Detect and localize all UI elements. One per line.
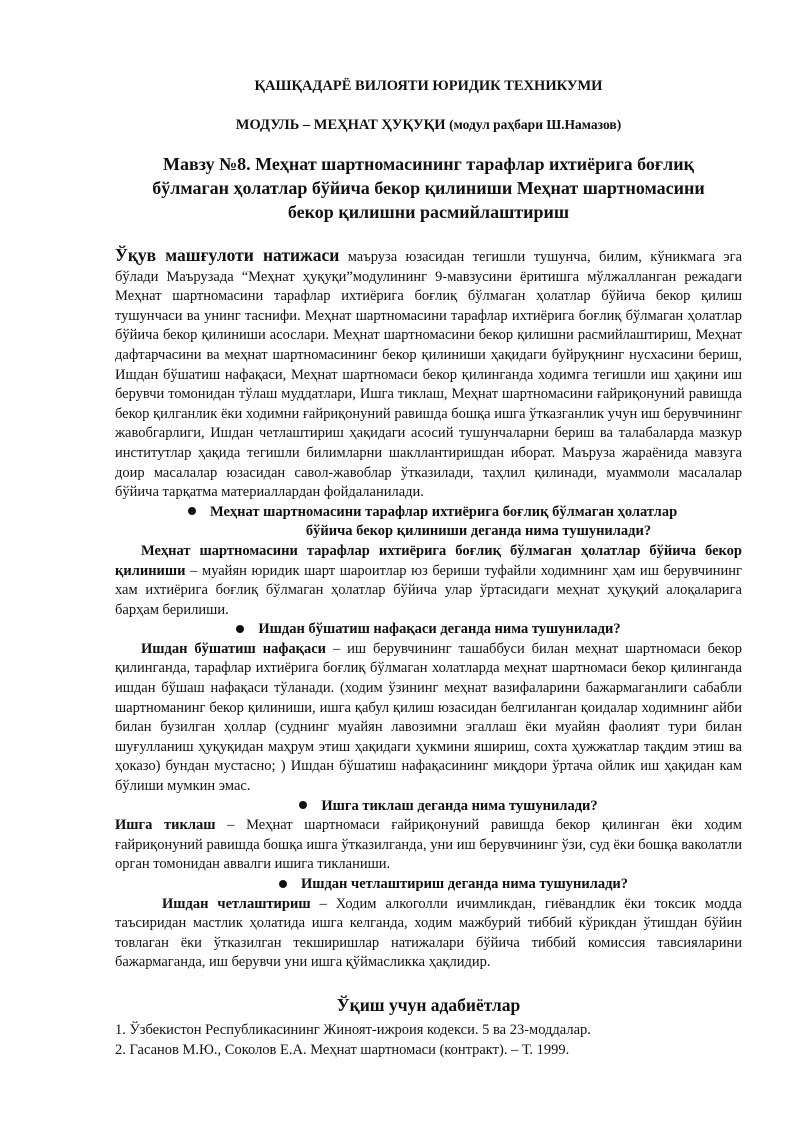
definition-term: Меҳнат шартномасини тарафлар ихтиёрига боғлиқ бўлмаган ҳолатлар бўйича бекор қилиниши bbox=[115, 542, 742, 579]
topic-line: бекор қилишни расмийлаштириш bbox=[287, 202, 570, 222]
section-2 bbox=[115, 620, 742, 796]
topic-title bbox=[115, 152, 742, 224]
section-3 bbox=[115, 797, 742, 875]
question-heading bbox=[115, 503, 742, 523]
module-name: МОДУЛЬ – МЕҲНАТ ҲУҚУҚИ bbox=[235, 117, 446, 133]
definition-text: – Ходим алкоголли ичимликдан, гиёвандлик ёки токсик модда таъсиридан мастлик ҳолатида ишга келганда, ходим мажбурий тиббий кўрикдан ўтишдан бўйин товлаган ёки ўтказилган текширишлар натижалари бўйича тиббий комиссия тавсияларини бажармаганда, иш берувчи уни ишга қўймасликка ҳақлидир. bbox=[115, 895, 742, 971]
question-heading bbox=[115, 620, 742, 640]
intro-paragraph bbox=[115, 246, 742, 503]
bullet-icon bbox=[279, 880, 287, 888]
definition-paragraph bbox=[115, 542, 742, 620]
question-text: Ишдан бўшатиш нафақаси деганда нима тушунилади? bbox=[258, 621, 621, 638]
references-title: Ўқиш учун адабиётлар bbox=[336, 994, 521, 1015]
question-heading bbox=[115, 875, 742, 895]
question-text: Меҳнат шартномасини тарафлар ихтиёрига боғлиқ бўлмаган ҳолатлар bbox=[210, 503, 678, 520]
question-text: Ишга тиклаш деганда нима тушунилади? bbox=[321, 797, 598, 814]
question-text: Ишдан четлаштириш деганда нима тушунилади? bbox=[300, 876, 629, 892]
reference-item: 1. Ўзбекистон Республикасининг Жиноят-ижроия кодекси. 5 ва 23-моддалар. bbox=[115, 1021, 591, 1038]
definition-paragraph bbox=[115, 640, 742, 797]
definition-text: – иш берувчининг ташаббуси билан меҳнат шартномаси бекор қилинганда, тарафлар ихтиёрига боғлиқ бўлмаган холатларда меҳнат шартномаси бекор қилинганда ишдан бўшаш нафақаси тўланади. (ходим ўзининг меҳнат вазифаларини бажармаганлиги сабабли шартноманинг бекор қилиниши, ишга қабул қилиш юзасидан белгиланган қоидалар ходимнинг айби билан бузилган ҳоллар (суднинг муайян лавозимни эгаллаш ёки муайян фаолият тури билан шуғулланиш ҳуқуқидан маҳрум этиш ҳақидаги ҳукмини яшириш, сохта ҳужжатлар тақдим этиш ва ҳоказо) бундан мустасно; ) Ишдан бўшатиш нафақасининг миқдори ўртача ойлик иш ҳақидан кам бўлиши мумкин эмас. bbox=[115, 640, 742, 795]
reference-item: 2. Гасанов М.Ю., Соколов Е.А. Меҳнат шартномаси (контракт). – Т. 1999. bbox=[115, 1041, 570, 1058]
intro-text: маъруза юзасидан тегишли тушунча, билим, кўникмага эга бўлади Маърузада “Меҳнат ҳуқуқи”модулининг 9-мавзусини ёритишга мўлжалланган режадаги Меҳнат шартномасини тарафлар ихтиёрига боғлиқ бўлмаган ҳолатлар бўйича бекор қилиш тушунчаси ва унинг таснифи. Меҳнат шартномасини тарафлар ихтиёрига боғлиқ бўлмаган ҳолатлар бўйича бекор қилиниши асослари. Меҳнат шартномасини бекор қилишни расмийлаштириш, Меҳнат дафтарчасини ва меҳнат шартномасининг бекор қилиниши ҳақидаги буйруқнинг нусхасини бериш, Ишдан бўшатиш нафақаси, Меҳнат шартномаси бекор қилинганда ходимга тегишли иш ҳақини иш берувчи томонидан тўлаш муддатлари, Ишга тиклаш, Меҳнат шартномасини ғайриқонуний равишда бекор қилганлик ёки ходимни ғайриқонуний равишда бошқа ишга ўтказганлик учун иш берувчининг жавобгарлиги, Ишдан четлаштириш ҳақидаги асосий тушунчаларни бериш ва талабаларда мазкур институтлар ҳақида тегишли билимларни шакллантиришдан иборат. Маъруза жараёнида мавзуга доир масалалар юзасидан савол-жавоблар ўтказилади, таҳлил қилинади, муаммоли масалалар бўйича тарқатма материаллардан фойдаланилади. bbox=[115, 249, 743, 501]
module-title bbox=[115, 117, 742, 134]
definition-term: Ишдан четлаштириш bbox=[162, 895, 311, 912]
module-head: (модул раҳбари Ш.Намазов) bbox=[449, 117, 622, 132]
definition-paragraph bbox=[115, 816, 742, 875]
bullet-icon bbox=[299, 801, 307, 809]
definition-term: Ишдан бўшатиш нафақаси bbox=[141, 640, 326, 657]
definition-paragraph bbox=[115, 895, 742, 973]
section-4 bbox=[115, 875, 742, 973]
definition-text: – муайян юридик шарт шароитлар юз бериши туфайли ходимнинг ҳам иш берувчининг хам ихтиёрига боғлиқ бўлмаган ҳолатлар бўйича улар ўртасидаги меҳнат ҳуқуқий алоқаларига барҳам берилиши. bbox=[115, 562, 742, 618]
topic-line: бўлмаган ҳолатлар бўйича бекор қилиниши Меҳнат шартномасини bbox=[152, 178, 705, 198]
institution-title: ҚАШҚАДАРЁ ВИЛОЯТИ ЮРИДИК ТЕХНИКУМИ bbox=[254, 78, 603, 94]
bullet-icon bbox=[236, 625, 244, 633]
definition-text: – Меҳнат шартномаси ғайриқонуний равишда бекор қилинган ёки ходим ғайриқонуний равишда бошқа ишга ўтказилганда, уни иш берувчининг ўзи, суд ёки бошқа ваколатли орган томонидан аввалги ишига тикланиши. bbox=[115, 817, 742, 873]
bullet-icon bbox=[188, 507, 196, 515]
definition-term: Ишга тиклаш bbox=[115, 817, 216, 834]
section-1 bbox=[115, 503, 742, 621]
question-heading bbox=[115, 797, 742, 817]
document-page bbox=[115, 70, 742, 1060]
question-heading-cont: бўйича бекор қилиниши деганда нима тушунилади? bbox=[305, 523, 652, 540]
intro-lead: Ўқув машғулоти натижаси bbox=[115, 245, 340, 265]
topic-line: Мавзу №8. Меҳнат шартномасининг тарафлар ихтиёрига боғлиқ bbox=[163, 154, 694, 174]
